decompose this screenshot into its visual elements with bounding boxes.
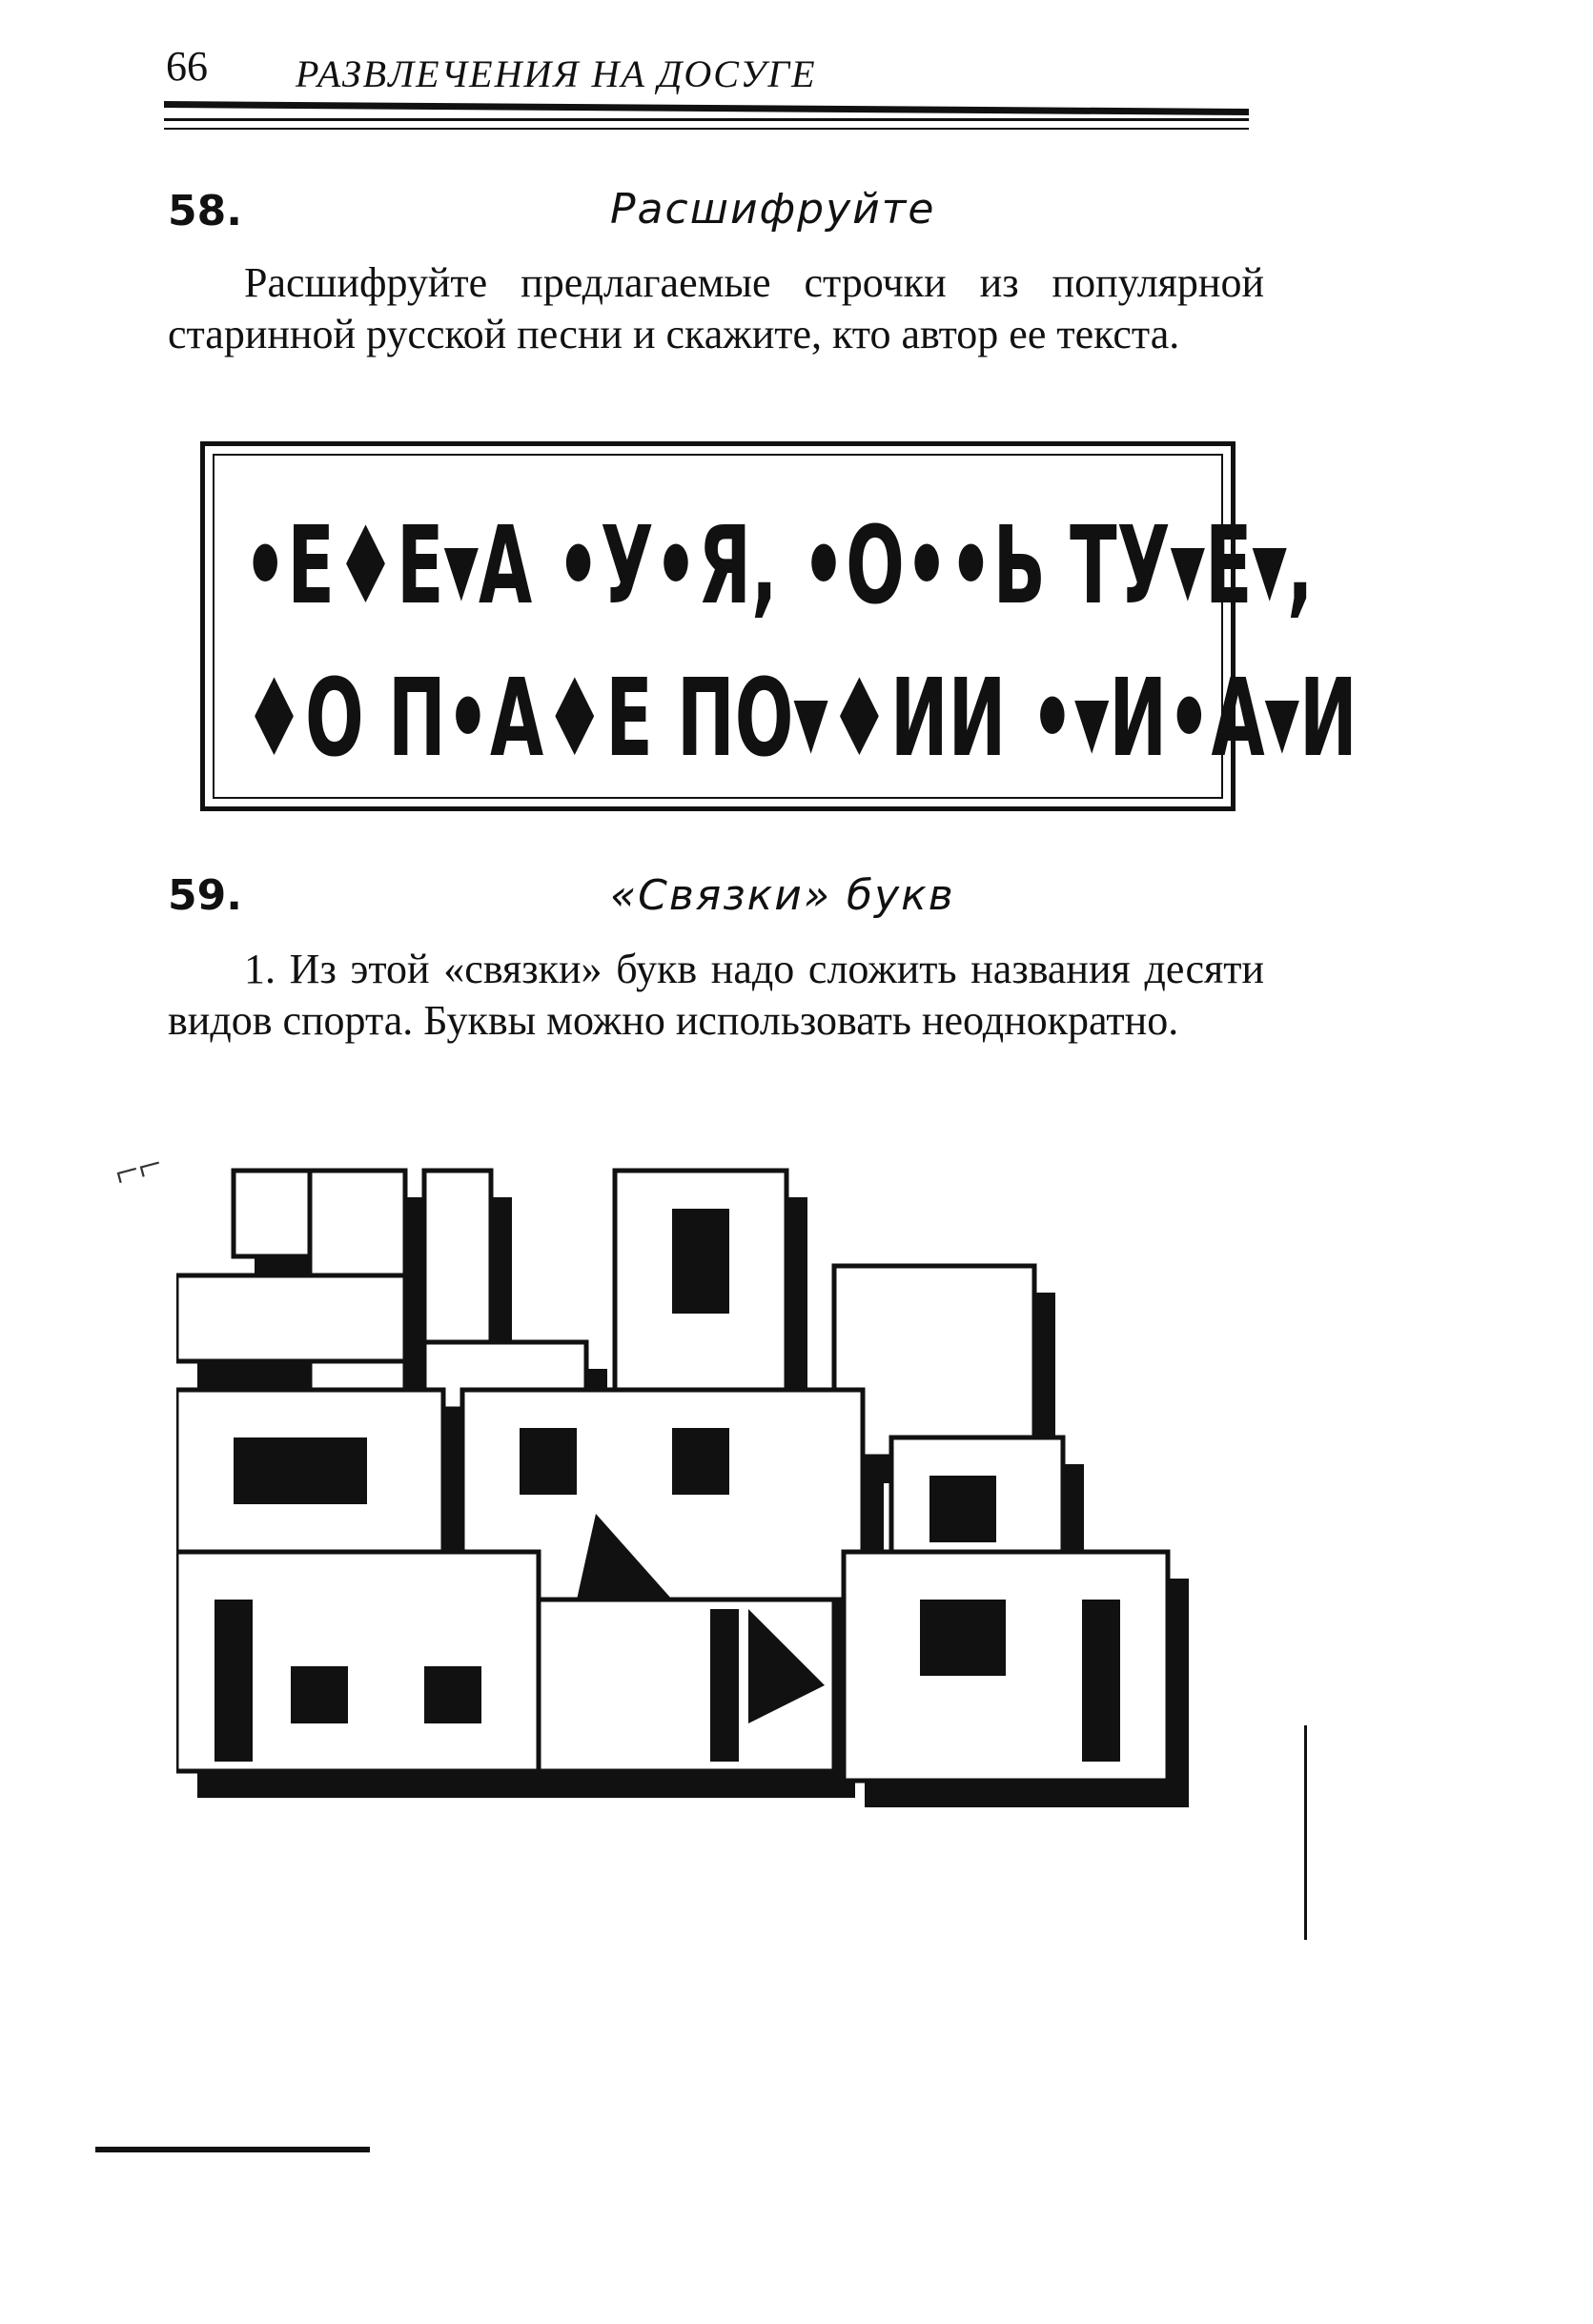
header-rule [164, 128, 1249, 130]
cipher-box-inner [213, 454, 1358, 799]
letter-bundle-puzzle [176, 1152, 1249, 1852]
header-rule [164, 118, 1249, 121]
cipher-box [200, 441, 1358, 811]
scan-artifact-bar [95, 2147, 370, 2152]
header-rule [164, 101, 1249, 115]
problem-59-number: 59. [168, 871, 242, 920]
problem-58-title: Расшифруйте [610, 185, 936, 234]
handwritten-mark: ⌐⌐ [109, 1139, 168, 1197]
scan-artifact-line [1304, 1725, 1307, 1940]
page-number: 66 [166, 43, 208, 90]
problem-58-number: 58. [168, 187, 242, 235]
cipher-line-2: ♦О П•А♦Е ПО▾♦ИИ •▾И•А▾И [243, 657, 1358, 781]
running-title: РАЗВЛЕЧЕНИЯ НА ДОСУГЕ [296, 52, 817, 95]
problem-59-text: 1. Из этой «связки» букв надо сложить названия десяти видов спорта. Буквы можно использовать неоднократно. [168, 946, 1264, 1044]
problem-58-text: Расшифруйте предлагаемые строчки из популярной старинной русской песни и скажите, кто автор ее текста. [168, 259, 1264, 357]
problem-59-title: «Связки» букв [610, 871, 955, 920]
cipher-line-1: •Е♦Е▾А •У•Я, •О••Ь ТУ▾Е▾, [243, 504, 1314, 628]
